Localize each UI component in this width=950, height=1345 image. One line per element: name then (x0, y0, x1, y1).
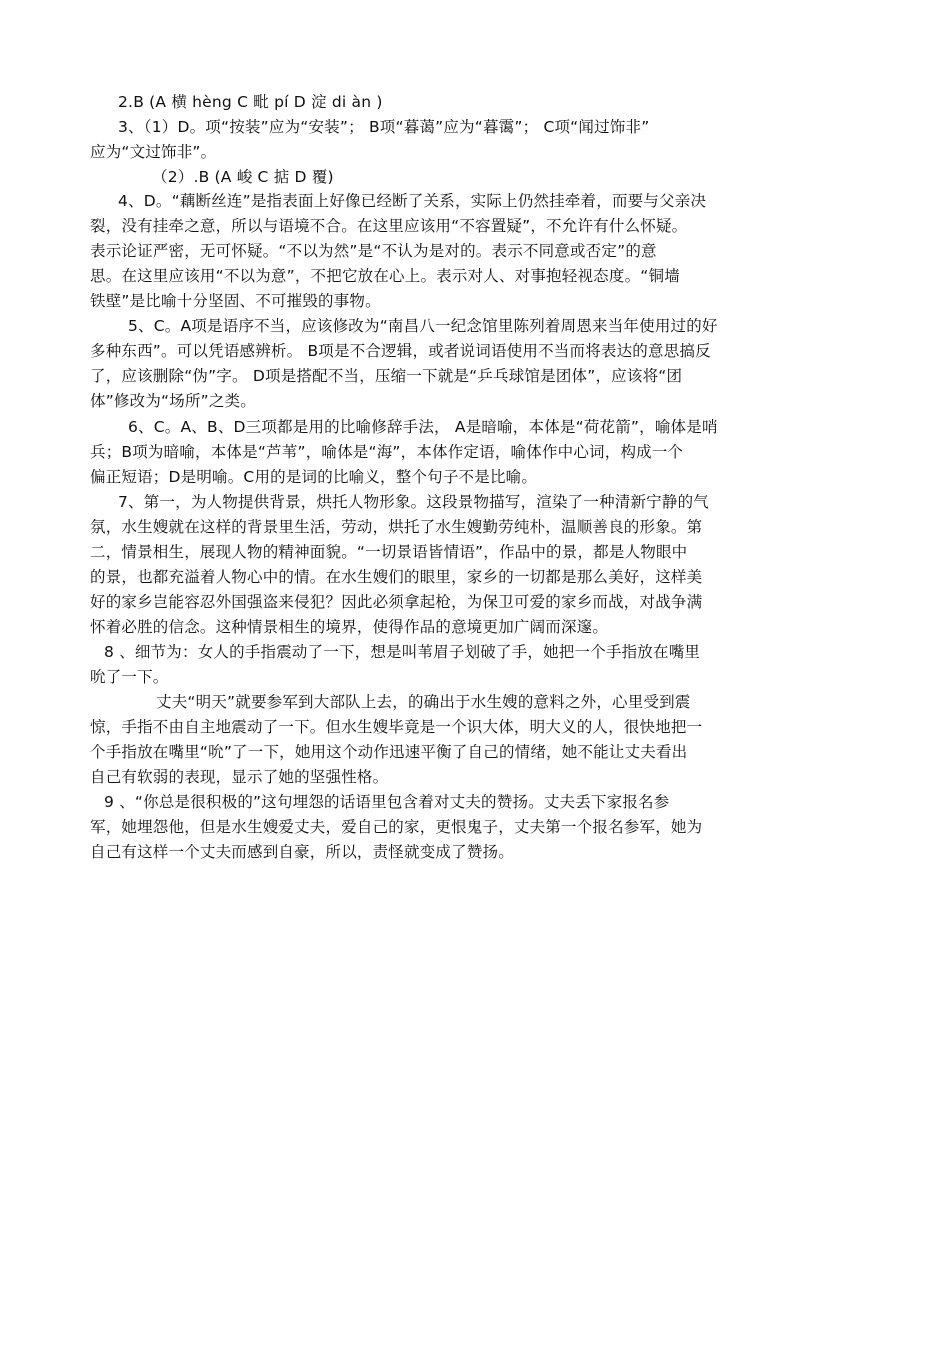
text-line: 军，她埋怨他，但是水生嫂爱丈夫，爱自己的家，更恨鬼子，丈夫第一个报名参军，她为 (90, 818, 703, 836)
text-line: 了，应该删除“伪”字。 D项是搭配不当，压缩一下就是“乒乓球馆是团体”，应该将“团 (90, 367, 683, 385)
text-line: 偏正短语；D是明喻。C用的是词的比喻义，整个句子不是比喻。 (90, 468, 538, 486)
text-line: 7、第一，为人物提供背景，烘托人物形象。这段景物描写，渲染了一种清新宁静的气 (118, 493, 709, 511)
text-line: 体”修改为“场所”之类。 (90, 392, 256, 410)
text-line: 个手指放在嘴里“吮”了一下，她用这个动作迅速平衡了自己的情绪，她不能让丈夫看出 (90, 743, 688, 761)
text-line: 思。在这里应该用“不以为意”，不把它放在心上。表示对人、对事抱轻视态度。“铜墙 (90, 267, 680, 285)
text-line: 表示论证严密，无可怀疑。“不以为然”是“不认为是对的。表示不同意或否定”的意 (90, 242, 657, 260)
text-line: 2.B (A 横 hèng C 毗 pí D 淀 di àn ) (118, 93, 383, 111)
text-line: 6、C。A、B、D三项都是用的比喻修辞手法， A是暗喻，本体是“荷花箭”，喻体是哨 (128, 418, 718, 436)
text-line: 5、C。A项是语序不当，应该修改为“南昌八一纪念馆里陈列着周恩来当年使用过的好 (128, 317, 718, 335)
text-line: 铁壁”是比喻十分坚固、不可摧毁的事物。 (90, 292, 381, 310)
text-line: 多种东西”。可以凭语感辨析。 B项是不合逻辑，或者说词语使用不当而将表达的意思搞反 (90, 342, 711, 360)
text-line: 怀着必胜的信念。这种情景相生的境界，使得作品的意境更加广阔而深邃。 (90, 618, 609, 636)
text-line: 自己有这样一个丈夫而感到自豪，所以，责怪就变成了赞扬。 (90, 843, 514, 861)
text-line: 自己有软弱的表现，显示了她的坚强性格。 (90, 768, 389, 786)
text-line: 丈夫“明天”就要参军到大部队上去，的确出于水生嫂的意料之外，心里受到震 (156, 693, 691, 711)
text-line: 9 、“你总是很积极的”这句埋怨的话语里包含着对丈夫的赞扬。丈夫丢下家报名参 (104, 793, 670, 811)
text-line: 3、（1）D。项“按装”应为“安装”； B项“暮蔼”应为“暮霭”； C项“闻过饰非” (118, 118, 650, 136)
text-line: 4、D。“藕断丝连”是指表面上好像已经断了关系，实际上仍然挂牵着，而要与父亲决 (118, 192, 707, 210)
text-line: 裂，没有挂牵之意，所以与语境不合。在这里应该用“不容置疑”，不允许有什么怀疑。 (90, 217, 688, 235)
text-line: 吮了一下。 (90, 668, 169, 686)
text-line: 的景，也都充溢着人物心中的情。在水生嫂们的眼里，家乡的一切都是那么美好，这样美 (90, 568, 703, 586)
text-line: 兵；B项为暗喻，本体是“芦苇”，喻体是“海”，本体作定语，喻体作中心词，构成一个 (90, 443, 684, 461)
text-line: 应为“文过饰非”。 (90, 143, 217, 161)
text-line: 8 、细节为：女人的手指震动了一下，想是叫苇眉子划破了手，她把一个手指放在嘴里 (104, 643, 701, 661)
text-line: 氛，水生嫂就在这样的背景里生活，劳动，烘托了水生嫂勤劳纯朴，温顺善良的形象。第 (90, 518, 703, 536)
text-line: 二，情景相生，展现人物的精神面貌。“一切景语皆情语”，作品中的景，都是人物眼中 (90, 543, 688, 561)
text-line: 惊，手指不由自主地震动了一下。但水生嫂毕竟是一个识大体，明大义的人，很快地把一 (90, 718, 703, 736)
text-line: （2）.B (A 峻 C 掂 D 覆) (152, 168, 334, 186)
text-line: 好的家乡岂能容忍外国强盗来侵犯？因此必须拿起枪，为保卫可爱的家乡而战，对战争满 (90, 593, 703, 611)
